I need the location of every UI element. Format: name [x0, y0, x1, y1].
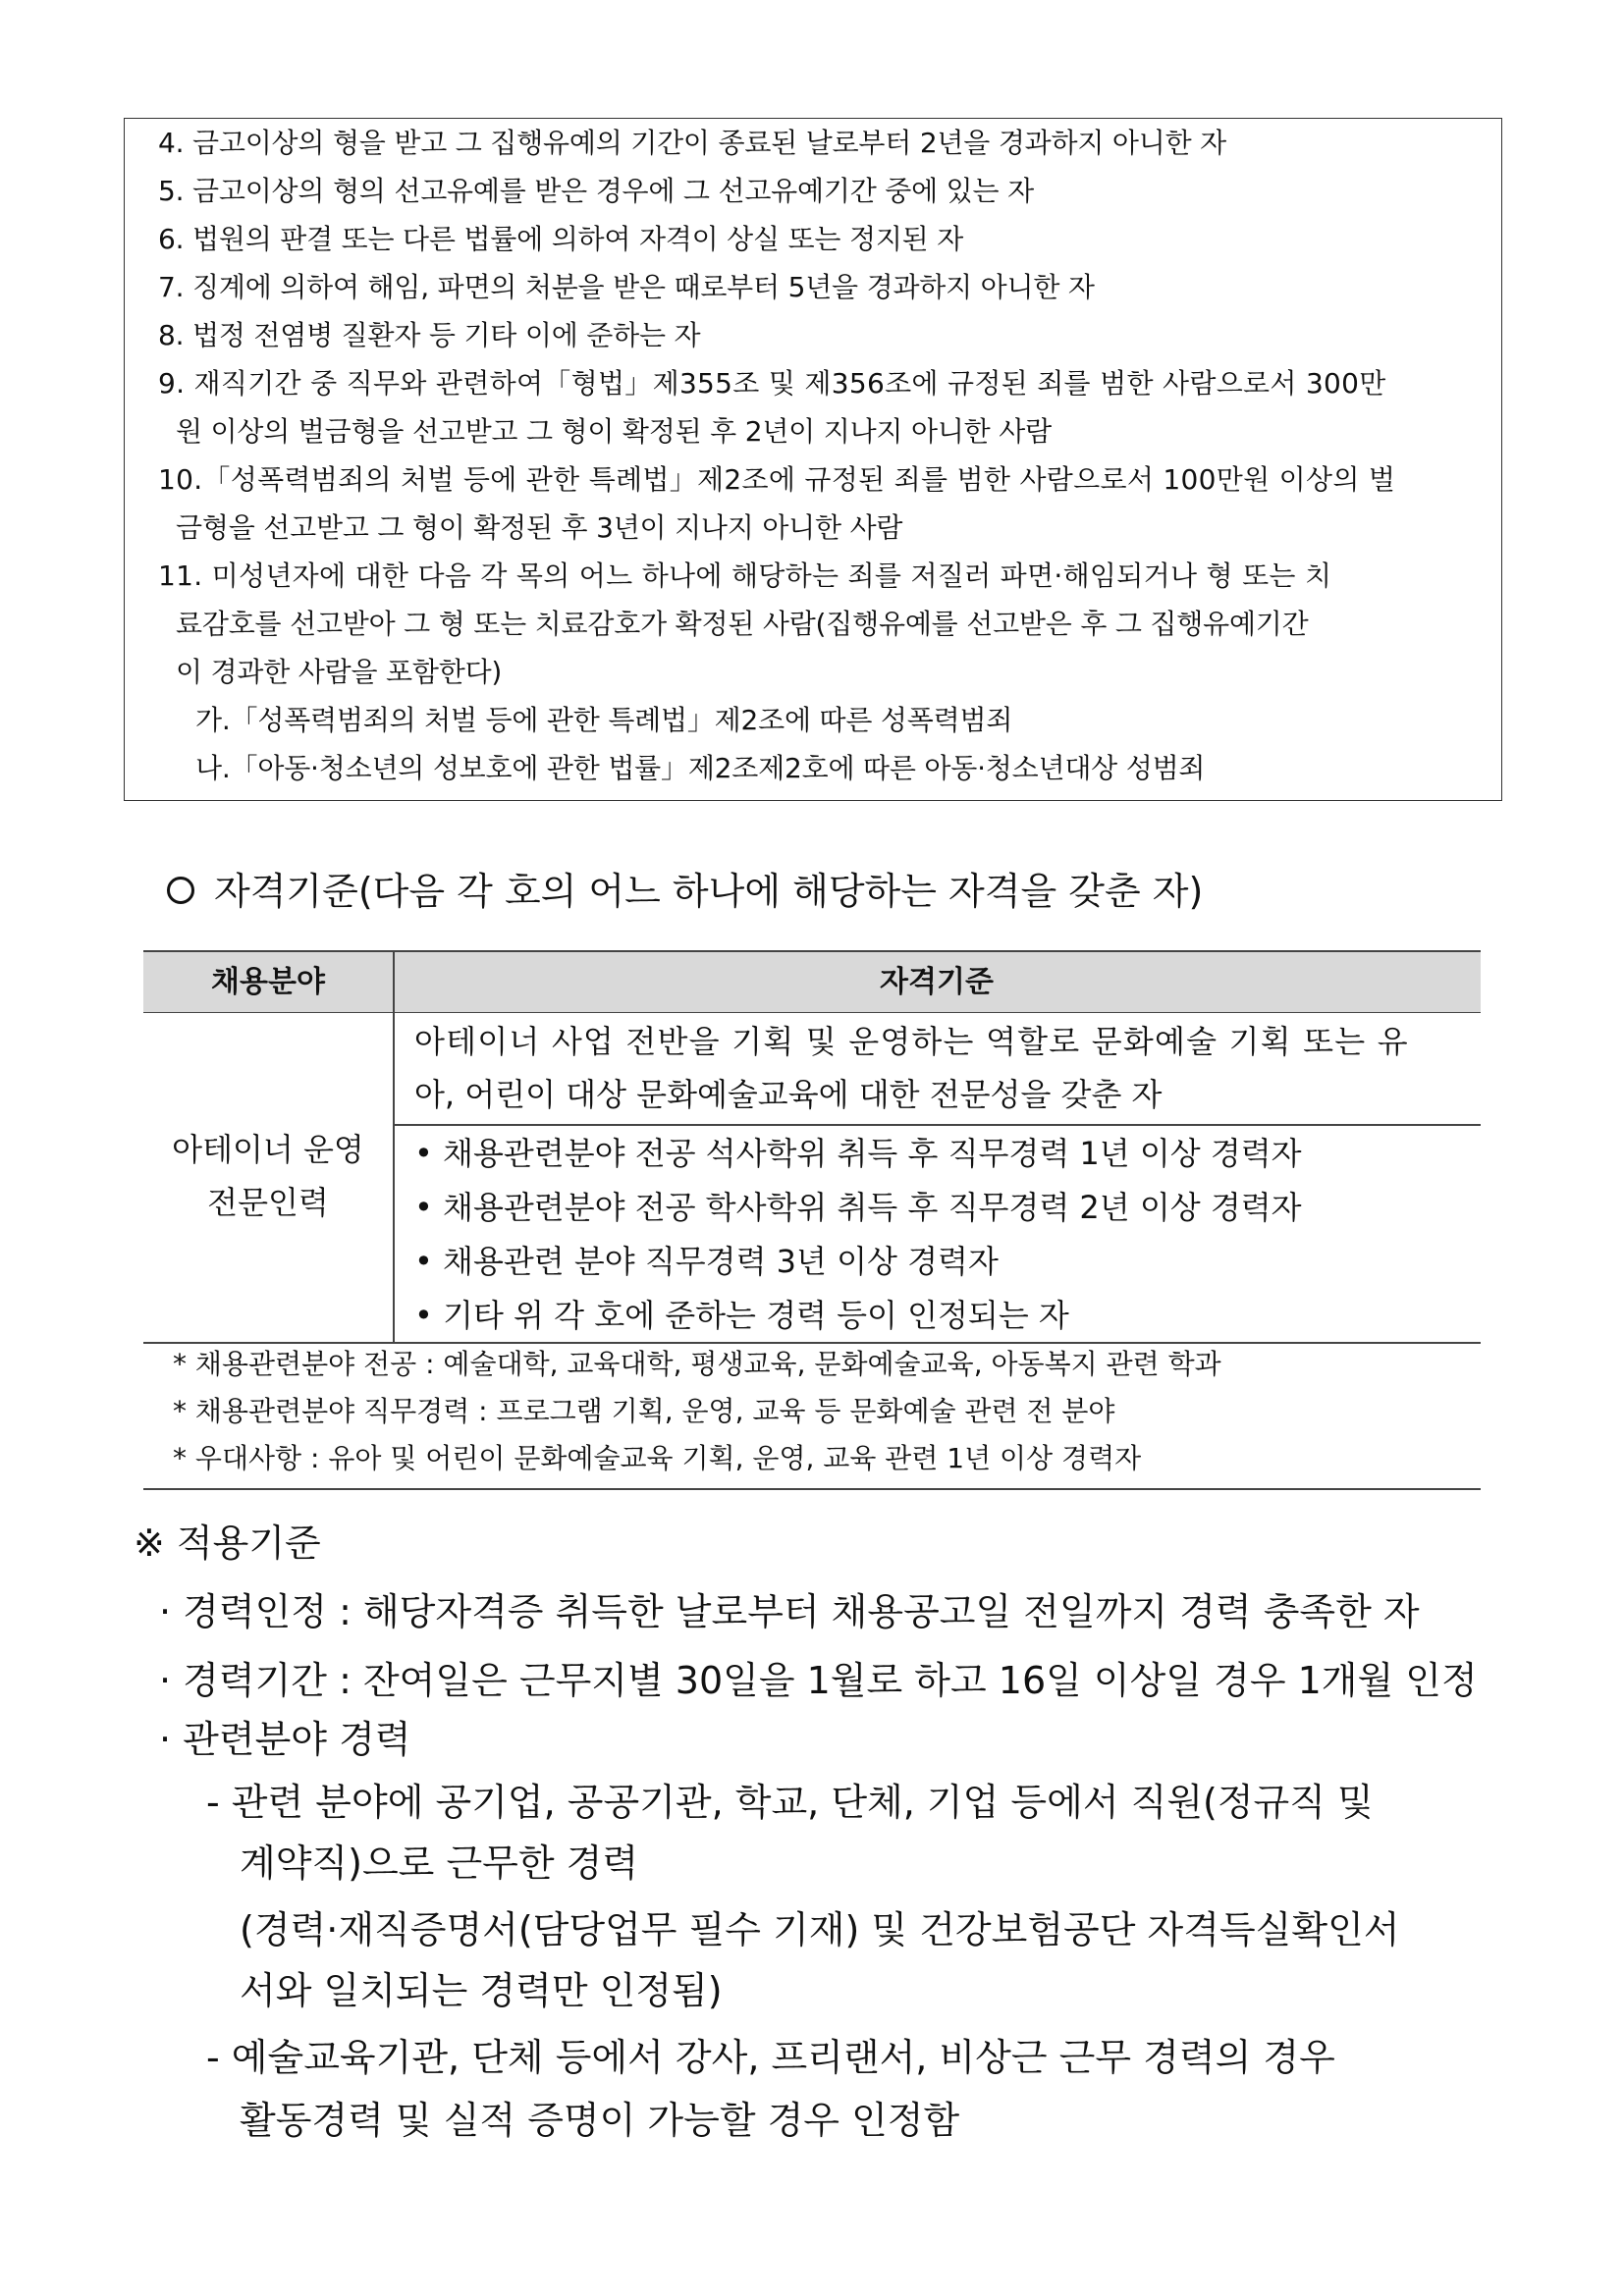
criteria-bullet-1: • 채용관련분야 전공 석사학위 취득 후 직무경력 1년 이상 경력자	[414, 1135, 1302, 1172]
criteria-row-divider	[393, 1124, 1481, 1126]
disqualification-item-5: 5. 금고이상의 형의 선고유예를 받은 경우에 그 선고유예기간 중에 있는 자	[158, 175, 1034, 207]
related-field-proof: (경력·재직증명서(담당업무 필수 기재) 및 건강보험공단 자격득실확인서	[240, 1908, 1400, 1951]
note-major: * 채용관련분야 전공 : 예술대학, 교육대학, 평생교육, 문화예술교육, 아동복지 관련 학과	[173, 1348, 1221, 1380]
field-name-line1: 아테이너 운영	[172, 1131, 364, 1168]
circle-bullet-icon	[167, 877, 194, 904]
criteria-related-field: · 관련분야 경력	[159, 1718, 411, 1761]
criteria-description-line1: 아테이너 사업 전반을 기획 및 운영하는 역할로 문화예술 기획 또는 유	[414, 1023, 1409, 1060]
disqualification-box	[124, 118, 1502, 801]
related-field-item-1-cont: 계약직)으로 근무한 경력	[240, 1842, 639, 1885]
related-field-proof-cont: 서와 일치되는 경력만 인정됨)	[240, 1969, 723, 2012]
criteria-bullet-3: • 채용관련 분야 직무경력 3년 이상 경력자	[414, 1243, 999, 1280]
column-divider	[393, 950, 395, 1343]
application-criteria-heading: ※ 적용기준	[134, 1522, 321, 1565]
disqualification-item-9: 9. 재직기간 중 직무와 관련하여「형법」제355조 및 제356조에 규정된 죄를 범한 사람으로서 300만	[158, 367, 1386, 400]
disqualification-item-11-cont: 료감호를 선고받아 그 형 또는 치료감호가 확정된 사람(집행유예를 선고받은 후 그 집행유예기간	[176, 608, 1309, 640]
notes-bottom-rule	[143, 1488, 1481, 1490]
table-header-criteria: 자격기준	[880, 965, 994, 999]
related-field-item-1: - 관련 분야에 공기업, 공공기관, 학교, 단체, 기업 등에서 직원(정규직 및	[206, 1781, 1374, 1824]
criteria-bullet-2: • 채용관련분야 전공 학사학위 취득 후 직무경력 2년 이상 경력자	[414, 1189, 1302, 1226]
disqualification-item-10: 10.「성폭력범죄의 처벌 등에 관한 특례법」제2조에 규정된 죄를 범한 사람으로서 100만원 이상의 벌	[158, 463, 1396, 496]
note-experience: * 채용관련분야 직무경력 : 프로그램 기획, 운영, 교육 등 문화예술 관련 전 분야	[173, 1395, 1115, 1427]
qualification-table	[143, 950, 1481, 1343]
criteria-career-recognition: · 경력인정 : 해당자격증 취득한 날로부터 채용공고일 전일까지 경력 충족한 자	[159, 1590, 1420, 1633]
disqualification-subitem-ga: 가.「성폭력범죄의 처벌 등에 관한 특례법」제2조에 따른 성폭력범죄	[195, 704, 1013, 736]
disqualification-item-9-cont: 원 이상의 벌금형을 선고받고 그 형이 확정된 후 2년이 지나지 아니한 사람	[176, 415, 1052, 448]
disqualification-item-11: 11. 미성년자에 대한 다음 각 목의 어느 하나에 해당하는 죄를 저질러 파면·해임되거나 형 또는 치	[158, 560, 1332, 592]
related-field-item-2-cont: 활동경력 및 실적 증명이 가능할 경우 인정함	[240, 2099, 960, 2142]
disqualification-item-4: 4. 금고이상의 형을 받고 그 집행유예의 기간이 종료된 날로부터 2년을 경과하지 아니한 자	[158, 127, 1227, 159]
disqualification-item-11-cont2: 이 경과한 사람을 포함한다)	[176, 656, 503, 688]
field-name-line2: 전문인력	[207, 1184, 329, 1221]
qualification-heading-text: 자격기준(다음 각 호의 어느 하나에 해당하는 자격을 갖춘 자)	[214, 870, 1204, 913]
note-preference: * 우대사항 : 유아 및 어린이 문화예술교육 기획, 운영, 교육 관련 1년 이상 경력자	[173, 1442, 1142, 1474]
criteria-career-period: · 경력기간 : 잔여일은 근무지별 30일을 1월로 하고 16일 이상일 경우 1개월 인정	[159, 1659, 1478, 1702]
disqualification-item-10-cont: 금형을 선고받고 그 형이 확정된 후 3년이 지나지 아니한 사람	[176, 511, 903, 544]
related-field-item-2: - 예술교육기관, 단체 등에서 강사, 프리랜서, 비상근 근무 경력의 경우	[206, 2036, 1335, 2079]
table-header-field: 채용분야	[211, 965, 325, 999]
disqualification-item-8: 8. 법정 전염병 질환자 등 기타 이에 준하는 자	[158, 319, 701, 351]
table-header-row	[143, 950, 1481, 1013]
criteria-description-line2: 아, 어린이 대상 문화예술교육에 대한 전문성을 갖춘 자	[414, 1076, 1163, 1113]
disqualification-item-7: 7. 징계에 의하여 해임, 파면의 처분을 받은 때로부터 5년을 경과하지 아니한 자	[158, 271, 1095, 303]
criteria-bullet-4: • 기타 위 각 호에 준하는 경력 등이 인정되는 자	[414, 1297, 1069, 1334]
disqualification-subitem-na: 나.「아동·청소년의 성보호에 관한 법률」제2조제2호에 따른 아동·청소년대상 성범죄	[195, 752, 1206, 784]
qualification-heading	[167, 868, 1203, 915]
disqualification-item-6: 6. 법원의 판결 또는 다른 법률에 의하여 자격이 상실 또는 정지된 자	[158, 223, 964, 255]
